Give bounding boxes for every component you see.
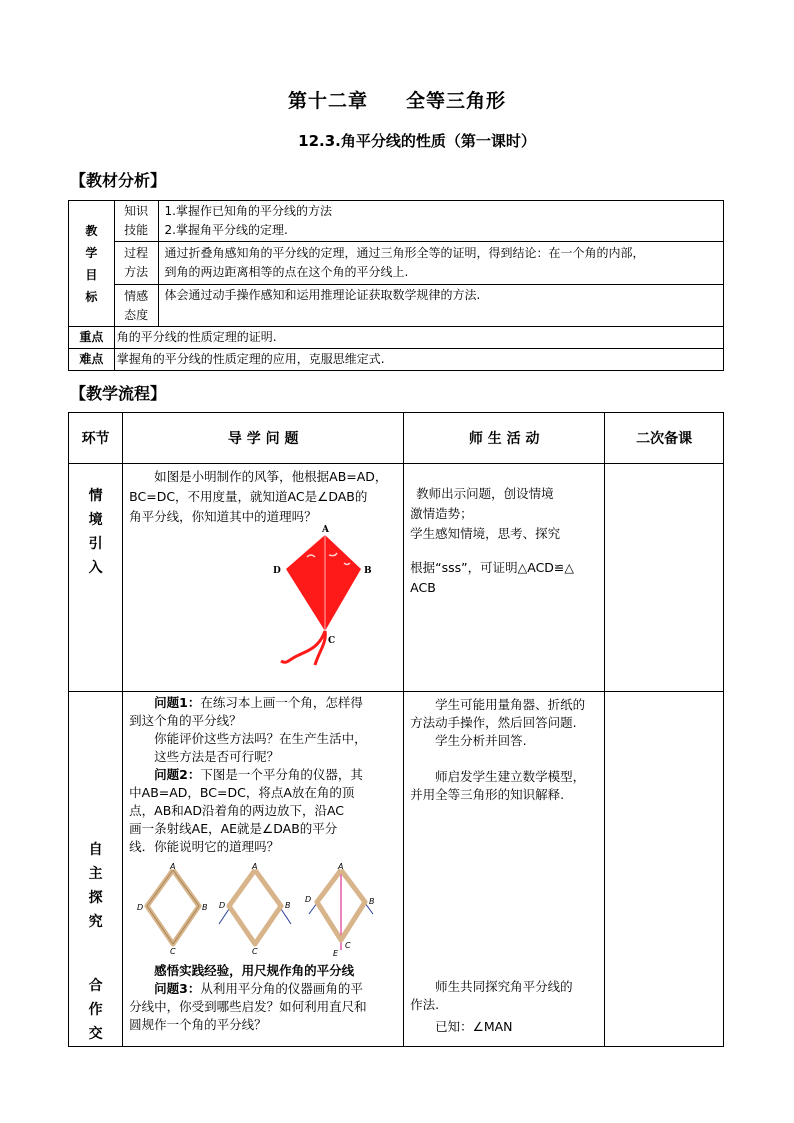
row-text-line: 1.掌握作已知角的平分线的方法: [164, 204, 332, 218]
process-table: [68, 412, 724, 1047]
goal-label-char: 学: [85, 245, 98, 260]
instrument-frame: [229, 870, 281, 944]
instrument-figure-2: [219, 862, 291, 956]
row-text-line: 通过折叠角感知角的平分线的定理，通过三角形全等的证明，得到结论：在一个角的内部，: [164, 246, 645, 260]
activity-line: 师生共同探究角平分线的: [435, 979, 573, 994]
stage-label-char: 境: [88, 512, 103, 528]
stage-label-char: 探: [88, 890, 103, 906]
stage-label-char: 究: [88, 914, 103, 930]
instrument-label: B: [202, 903, 208, 912]
header-stage: 环节: [69, 413, 123, 464]
activity-line: 并用全等三角形的知识解释.: [410, 787, 565, 802]
stage-label-char: 主: [88, 866, 103, 882]
instrument-label: E: [333, 949, 339, 958]
question1-line: 这些方法是否可行呢？: [154, 749, 280, 764]
analysis-table: [68, 200, 724, 371]
section-analysis-heading: 【教材分析】: [70, 171, 167, 190]
kite-label-a: A: [322, 525, 330, 535]
instrument-label: B: [285, 901, 291, 910]
stage-label-explore: [69, 692, 123, 1047]
difficulty-text: 掌握角的平分线的性质定理的应用，克服思维定式.: [114, 349, 723, 371]
stage1-activities: [404, 464, 605, 692]
stage2-activities: [404, 692, 605, 1047]
instrument-label: D: [219, 901, 226, 910]
kite-label-b: B: [364, 566, 372, 576]
instrument-label: D: [137, 903, 144, 912]
activity-line: 根据“sss”，可证明△ACD≌△: [410, 560, 575, 575]
row-text-process: [158, 242, 723, 285]
kite-figure: [129, 525, 399, 683]
stage2-second-prep: [605, 692, 724, 1047]
goal-label-char: 目: [85, 267, 98, 282]
activity-line: 学生感知情境，思考、探究: [410, 526, 561, 541]
question3-line: 从利用平分角的仪器画角的平: [200, 981, 363, 996]
row-label-knowledge: [114, 201, 158, 242]
activity-line: 方法动手操作，然后回答问题.: [410, 715, 577, 730]
activity-line: 学生可能用量角器、折纸的: [435, 697, 586, 712]
instrument-figure-1: [137, 862, 208, 956]
header-second-prep: 二次备课: [605, 413, 724, 464]
question3-line: 圆规作一个角的平分线？: [129, 1017, 267, 1032]
instrument-label: A: [170, 862, 176, 871]
question1-line: 到这个角的平分线？: [129, 713, 242, 728]
stage-label-char: 交: [88, 1026, 103, 1042]
kite-question-line: 如图是小明制作的风筝，他根据AB=AD，: [154, 469, 388, 484]
stage-label-intro: [69, 464, 123, 692]
key-point-text: 角的平分线的性质定理的证明.: [114, 327, 723, 349]
activity-line: 教师出示问题，创设情境: [416, 486, 554, 501]
instrument-outline: [147, 870, 199, 944]
question1-line: 在练习本上画一个角，怎样得: [200, 695, 363, 710]
question2-line: 线．你能说明它的道理吗？: [129, 839, 280, 854]
stage-label-char: 自: [88, 842, 103, 858]
instrument-frame: [147, 870, 199, 944]
stage-label-char: 作: [88, 1002, 103, 1018]
row-text-attitude: [158, 285, 723, 327]
row-text-knowledge: [158, 201, 723, 242]
question2-title: 问题2：: [154, 767, 201, 782]
question1-line: 你能评价这些方法吗？在生产生活中，: [154, 731, 367, 746]
page-title: [0, 86, 794, 113]
stage-label-char: 引: [88, 536, 103, 552]
goal-label-char: 教: [85, 223, 98, 238]
difficulty-label: 难点: [69, 349, 115, 371]
question3-line: 分线中，你受到哪些启发？如何利用直尺和: [129, 999, 367, 1014]
question2-line: 点，AB和AD沿着角的两边放下，沿AC: [129, 803, 345, 818]
instrument-label: B: [369, 897, 375, 906]
section-process-heading: 【教学流程】: [70, 384, 167, 403]
chapter-number: 第十二章: [287, 90, 368, 112]
stage-label-char: 情: [88, 488, 103, 504]
row-label-line: 情感: [124, 288, 149, 303]
instrument-label: A: [252, 862, 258, 871]
header-activities: 师 生 活 动: [404, 413, 605, 464]
chapter-title: 全等三角形: [406, 90, 507, 112]
activity-line: 学生分析并回答.: [435, 733, 527, 748]
row-label-line: 态度: [124, 307, 149, 322]
instrument-label: A: [338, 862, 344, 871]
activity-line: 已知：∠MAN: [435, 1019, 513, 1034]
instrument-label: C: [252, 947, 258, 956]
row-label-line: 知识: [124, 204, 149, 218]
key-point-label: 重点: [69, 327, 115, 349]
kite-label-c: C: [328, 636, 336, 646]
row-label-line: 过程: [124, 246, 149, 260]
stage-label-char: 入: [88, 560, 103, 576]
kite-body: [286, 535, 361, 631]
activity-line: 激情造势；: [410, 506, 473, 521]
angle-bisector-instrument-figures: [129, 862, 395, 958]
question2-line: 画一条射线AE，AE就是∠DAB的平分: [129, 821, 338, 836]
goal-label-cell: [69, 201, 115, 327]
stage2-questions: [123, 692, 404, 1047]
row-text-line: 2.掌握角平分线的定理.: [164, 223, 288, 237]
goal-label-char: 标: [85, 289, 98, 304]
instrument-label: C: [170, 947, 176, 956]
kite-tail: [315, 631, 325, 665]
question3-title: 问题3：: [154, 981, 201, 996]
row-label-process: [114, 242, 158, 285]
activity-line: 作法.: [410, 997, 440, 1012]
stage1-questions: [123, 464, 404, 692]
lesson-title: 12.3.角平分线的性质（第一课时）: [298, 132, 536, 150]
stage1-second-prep: [605, 464, 724, 692]
activity-line: ACB: [410, 580, 436, 595]
instrument-label: C: [345, 941, 351, 950]
instrument-figure-3: [305, 862, 375, 958]
stage-label-char: 合: [88, 978, 103, 994]
activity-line: 师启发学生建立数学模型，: [435, 769, 586, 784]
practice-heading: 感悟实践经验，用尺规作角的平分线: [154, 963, 355, 978]
header-questions: 导 学 问 题: [123, 413, 404, 464]
question2-line: 下图是一个平分角的仪器，其: [200, 767, 363, 782]
row-label-attitude: [114, 285, 158, 327]
question1-title: 问题1：: [154, 695, 201, 710]
question2-line: 中AB=AD，BC=DC，将点A放在角的顶: [129, 785, 355, 800]
kite-label-d: D: [273, 566, 281, 576]
row-text-line: 体会通过动手操作感知和运用推理论证获取数学规律的方法.: [164, 288, 481, 302]
kite-question-line: BC=DC，不用度量，就知道AC是∠DAB的: [129, 489, 368, 504]
row-label-line: 方法: [124, 265, 149, 279]
kite-question-line: 角平分线，你知道其中的道理吗？: [129, 509, 317, 524]
instrument-label: D: [305, 895, 312, 904]
row-label-line: 技能: [124, 223, 149, 237]
row-text-line: 到角的两边距离相等的点在这个角的平分线上.: [164, 265, 409, 279]
